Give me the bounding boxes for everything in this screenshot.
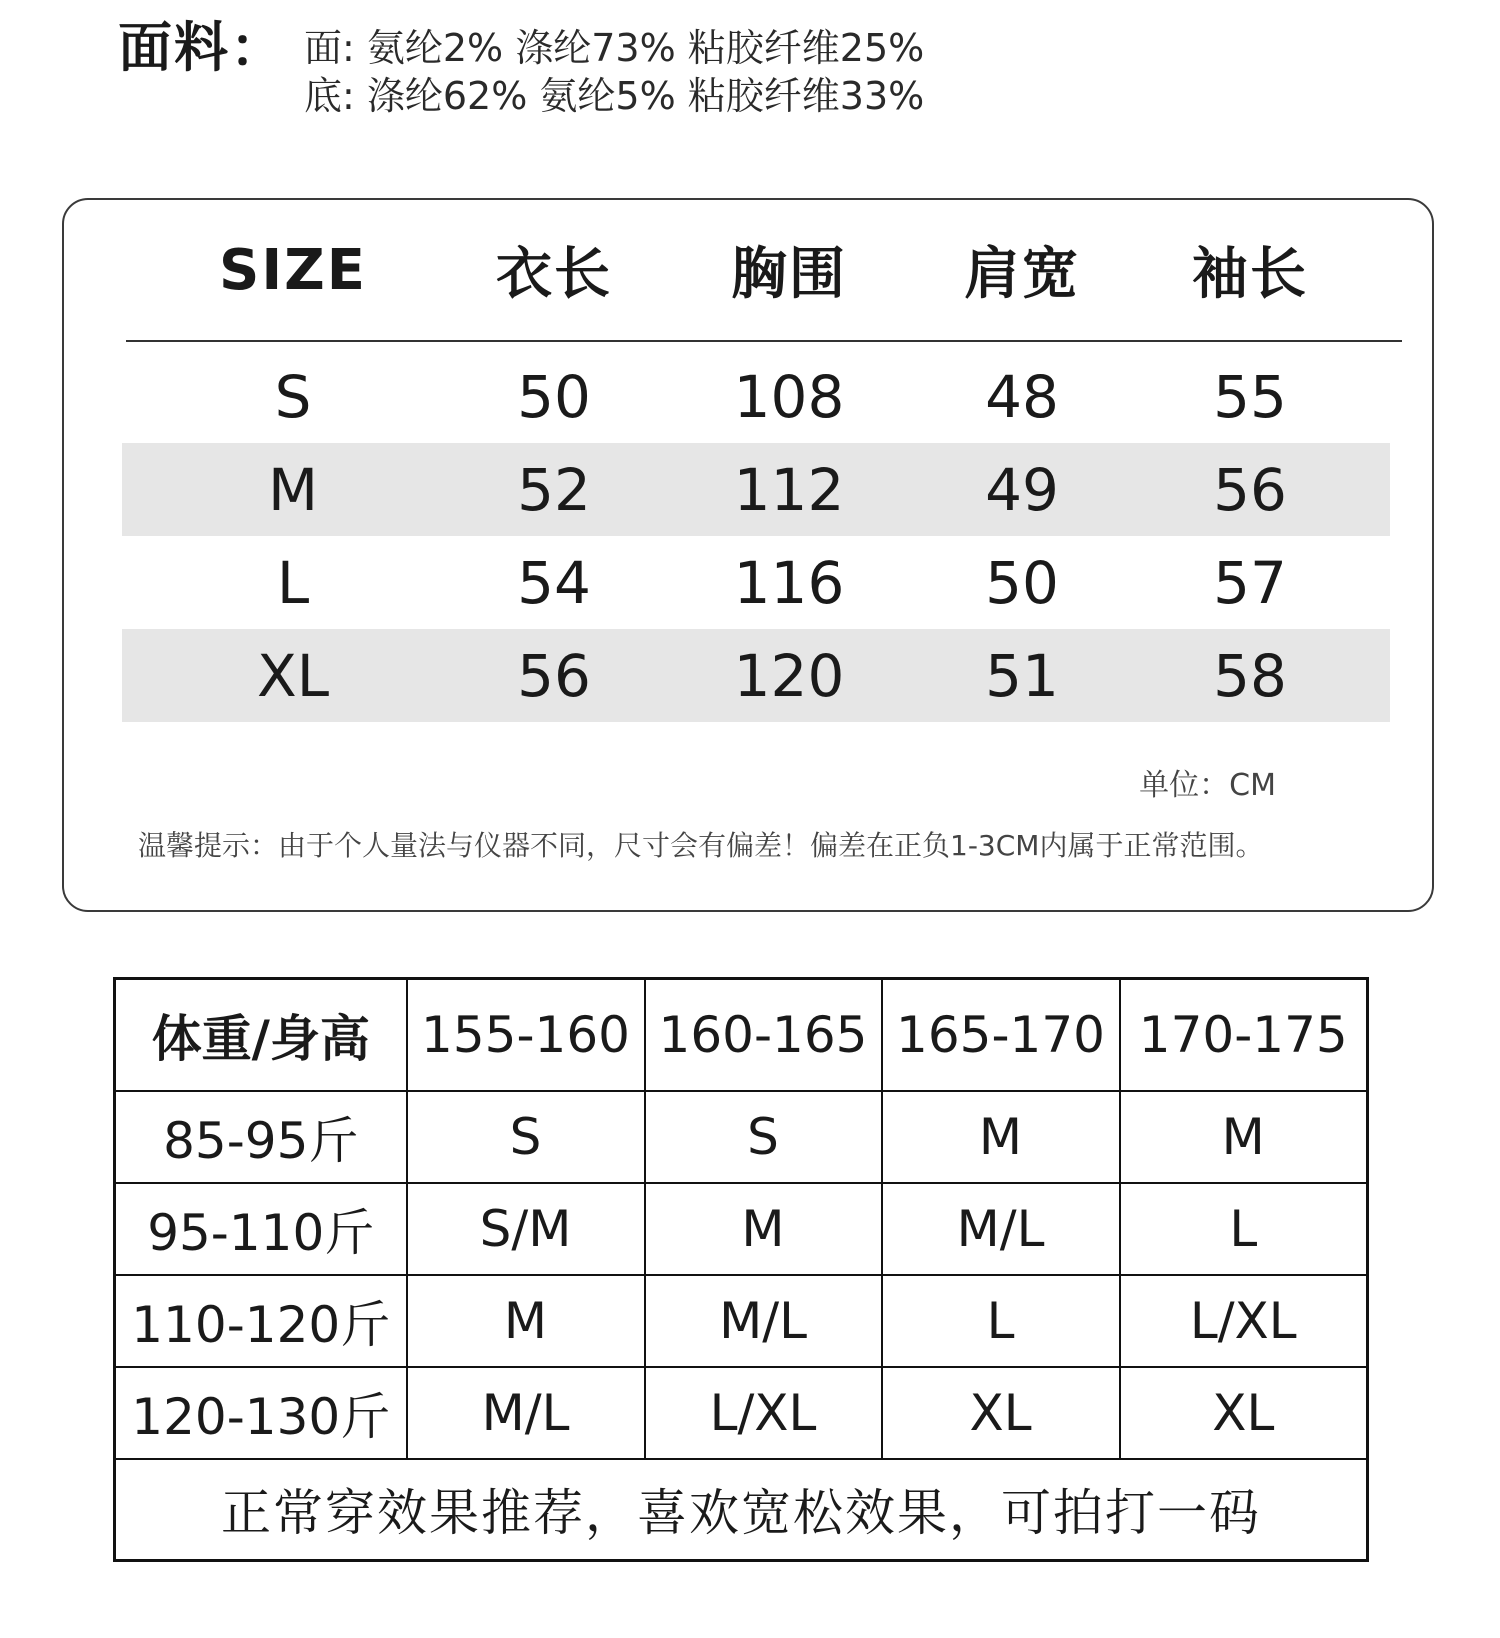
cell: 49	[985, 455, 1059, 524]
fabric-outer-line: 面: 氨纶2% 涤纶73% 粘胶纤维25%	[304, 26, 925, 70]
cell: M	[645, 1183, 882, 1275]
cell: XL	[256, 641, 330, 710]
cell: L/XL	[645, 1367, 882, 1459]
cell: 50	[517, 362, 591, 431]
tip-note: 温馨提示：由于个人量法与仪器不同，尺寸会有偏差！偏差在正负1-3CM内属于正常范围。	[138, 829, 1264, 862]
table-row	[122, 443, 1390, 536]
cell: XL	[1120, 1367, 1368, 1459]
cell: L/XL	[1120, 1275, 1368, 1367]
weight-range: 95-110斤	[115, 1183, 407, 1275]
cell: 116	[733, 548, 845, 617]
size-table-header	[122, 200, 1390, 340]
table-row	[115, 1275, 1368, 1367]
fabric-composition	[118, 18, 924, 120]
cell: 51	[985, 641, 1059, 710]
fabric-lining-line: 底: 涤纶62% 氨纶5% 粘胶纤维33%	[304, 74, 925, 118]
recommendation-footer: 正常穿效果推荐，喜欢宽松效果，可拍打一码	[115, 1459, 1368, 1561]
table-footer-row	[115, 1459, 1368, 1561]
cell: S	[274, 362, 312, 431]
header-length: 衣长	[496, 242, 612, 307]
header-shoulder: 肩宽	[964, 242, 1080, 307]
fabric-lines	[304, 24, 924, 120]
table-row	[122, 350, 1390, 443]
table-row	[115, 1367, 1368, 1459]
header-height-range: 160-165	[645, 979, 882, 1091]
cell: 112	[733, 455, 845, 524]
table-row	[122, 629, 1390, 722]
weight-range: 110-120斤	[115, 1275, 407, 1367]
unit-note: 单位：CM	[1139, 768, 1276, 803]
cell: 55	[1213, 362, 1287, 431]
cell: L	[1120, 1183, 1368, 1275]
cell: M/L	[882, 1183, 1120, 1275]
cell: M/L	[407, 1367, 645, 1459]
table-row	[115, 1091, 1368, 1183]
header-sleeve: 袖长	[1192, 242, 1308, 307]
cell: 50	[985, 548, 1059, 617]
cell: S	[645, 1091, 882, 1183]
cell: L	[882, 1275, 1120, 1367]
header-chest: 胸围	[731, 242, 847, 307]
weight-range: 85-95斤	[115, 1091, 407, 1183]
table-row	[115, 1183, 1368, 1275]
cell: 57	[1213, 548, 1287, 617]
size-recommendation-table	[113, 977, 1369, 1562]
cell: 108	[733, 362, 845, 431]
cell: 54	[517, 548, 591, 617]
header-weight-height: 体重/身高	[115, 979, 407, 1091]
size-table	[122, 200, 1390, 722]
cell: S	[407, 1091, 645, 1183]
cell: M	[267, 455, 319, 524]
cell: M/L	[645, 1275, 882, 1367]
cell: M	[1120, 1091, 1368, 1183]
fabric-label: 面料：	[118, 16, 286, 79]
header-height-range: 155-160	[407, 979, 645, 1091]
cell: 120	[733, 641, 845, 710]
cell: 56	[517, 641, 591, 710]
header-size: SIZE	[218, 237, 368, 303]
cell: 52	[517, 455, 591, 524]
cell: M	[407, 1275, 645, 1367]
cell: M	[882, 1091, 1120, 1183]
cell: 48	[985, 362, 1059, 431]
weight-range: 120-130斤	[115, 1367, 407, 1459]
table-header-row	[115, 979, 1368, 1091]
size-chart-card	[62, 198, 1434, 912]
cell: XL	[882, 1367, 1120, 1459]
header-height-range: 170-175	[1120, 979, 1368, 1091]
cell: S/M	[407, 1183, 645, 1275]
table-row	[122, 536, 1390, 629]
cell: 58	[1213, 641, 1287, 710]
cell: 56	[1213, 455, 1287, 524]
header-height-range: 165-170	[882, 979, 1120, 1091]
cell: L	[276, 548, 310, 617]
